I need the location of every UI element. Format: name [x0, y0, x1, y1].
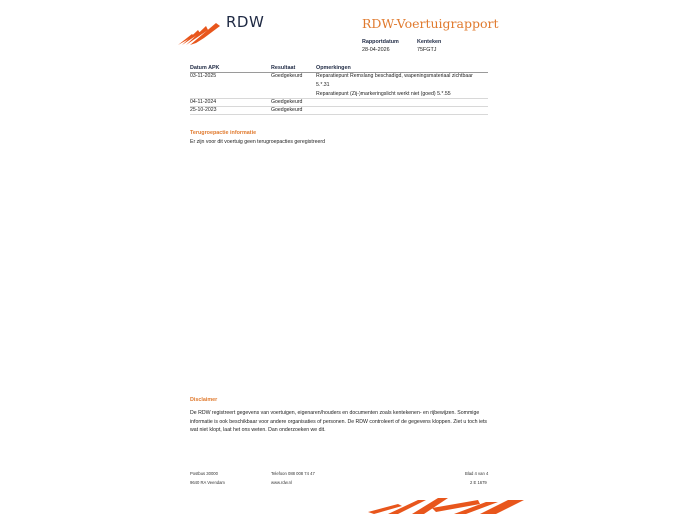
row-remark: 5.*.31	[316, 82, 330, 88]
row-result: Goedgekeurd	[271, 99, 303, 105]
column-header-result: Resultaat	[271, 65, 296, 71]
report-date-label: Rapportdatum	[362, 39, 399, 45]
rdw-logo-icon	[176, 20, 222, 46]
row-remark: Reparatiepunt (Zij-)markeringslicht werkt niet (goed) 5.*.55	[316, 91, 451, 97]
footer-website[interactable]: www.rdw.nl	[271, 480, 292, 485]
disclaimer-text: De RDW registreert gegevens van voertuigen, eigenaren/houders en documenten zoals kentekenen- en rijbewijzen. Sommige informatie is ook beschikbaar voor andere organisaties of personen. De RDW controleert of de gegevens kloppen. Ziet u toch iets wat niet klopt, laat het ons weten. Dan onderzoeken we dit.	[190, 410, 488, 434]
column-header-date: Datum APK	[190, 65, 220, 71]
plate-value: 75FGTJ	[417, 47, 437, 53]
footer-city: 9640 RA Veendam	[190, 480, 225, 485]
recall-title: Terugroepactie informatie	[190, 130, 257, 136]
plate-label: Kenteken	[417, 39, 442, 45]
recall-text: Er zijn voor dit voertuig geen terugroepacties geregistreerd	[190, 139, 325, 145]
column-header-remarks: Opmerkingen	[316, 65, 351, 71]
footer-postbus: Postbus 30000	[190, 471, 218, 476]
decorative-stripes-icon	[368, 496, 526, 514]
row-divider	[190, 106, 488, 107]
row-divider	[190, 114, 488, 115]
row-remark: Reparatiepunt Remslang beschadigd, wapeningsmateriaal zichtbaar	[316, 73, 473, 79]
report-date-value: 28-04-2026	[362, 47, 390, 53]
report-title: RDW-Voertuigrapport	[362, 16, 499, 31]
row-result: Goedgekeurd	[271, 73, 303, 79]
brand-name: RDW	[226, 13, 265, 31]
row-result: Goedgekeurd	[271, 107, 303, 113]
row-date: 04-11-2024	[190, 99, 217, 105]
row-date: 25-10-2023	[190, 107, 217, 113]
row-divider	[190, 98, 488, 99]
footer-phone: Telefoon 088 008 74 47	[271, 471, 315, 476]
row-date: 03-11-2025	[190, 73, 217, 79]
footer-page-number: Blad 4 van 4	[465, 471, 489, 476]
footer-code: 2 E 1679	[470, 480, 487, 485]
disclaimer-title: Disclaimer	[190, 397, 218, 403]
